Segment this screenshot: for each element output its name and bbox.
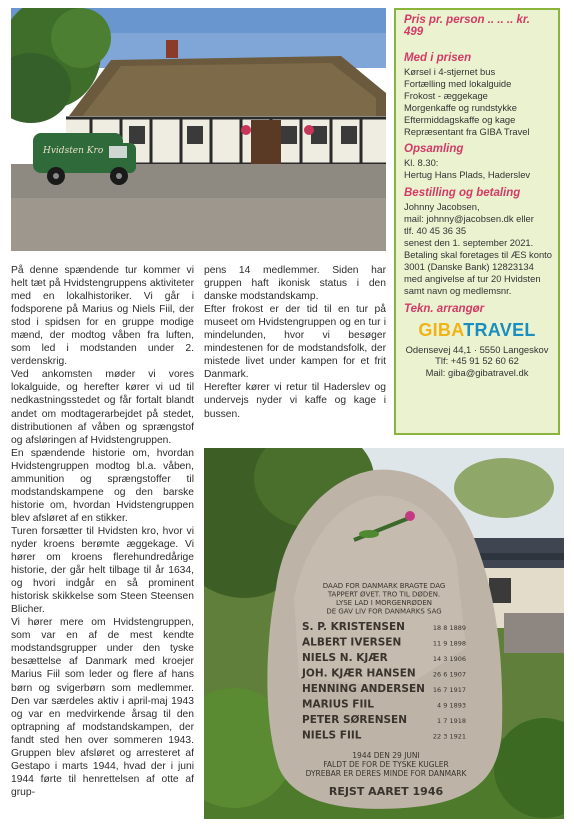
pickup-details	[404, 157, 550, 181]
booking-details	[404, 201, 550, 296]
booking-phone-line: tlf. 40 45 36 35	[404, 225, 467, 237]
booking-line: 3001 (Danske Bank) 12823134	[404, 260, 534, 272]
organizer-heading: Tekn. arrangør	[404, 302, 485, 315]
included-item: Repræsentant fra GIBA Travel	[404, 125, 530, 137]
article-paragraph: Efter frokost er der tid til en tur på museet om Hvidstengruppen og en tur i mindelunden, hvor vi besøger mindestenen for de modstandsfolk, der mistede livet under kampen for et frit Danmark.	[204, 304, 386, 381]
inscription-header-line: DAAD FOR DANMARK BRAGTE DAG	[322, 582, 446, 590]
inscription-date: 22 3 1921	[432, 732, 466, 741]
article-paragraph: Vi hører mere om Hvidstengruppen, som var en af de mest kendte modstandsgrupper under den tyske besættelse af Danmark med kroejer Marius Fiil som leder og flere af hans børn og svigerbørn som medlemmer. Den var særdeles aktiv i april-maj 1943 og var en medvirkende årsag til den optrapning af modstandskampen, der fandt sted hen over sommeren 1943. Gruppen blev afsløret og arresteret af Gestapo i marts 1944, hvad der i juni 1944 førte til henrettelsen af otte af grup-	[11, 617, 194, 798]
pickup-line: Hertug Hans Plads, Haderslev	[404, 169, 531, 181]
inn-photo	[11, 8, 386, 251]
booking-heading: Bestilling og betaling	[404, 187, 521, 200]
inscription-name: HENNING ANDERSEN	[302, 683, 425, 695]
giba-travel-logo	[404, 320, 550, 341]
organizer-contact	[404, 344, 550, 380]
article-paragraph: Herefter kører vi retur til Haderslev og undervejs nyder vi kaffe og kage i bussen.	[204, 382, 386, 420]
inscription-date: 4 9 1893	[437, 701, 466, 710]
included-item: Fortælling med lokalguide	[404, 77, 512, 89]
booking-line: Johnny Jacobsen,	[404, 201, 480, 213]
inscription-footer-line: DYREBAR ER DERES MINDE FOR DANMARK	[305, 769, 467, 778]
memorial-stone-photo	[204, 448, 564, 819]
inscription-header-line: TAPPERT ØVET. TRO TIL DØDEN.	[327, 590, 441, 599]
booking-line: med angivelse af tur 20 Hvidsten	[404, 272, 541, 284]
inscription-header-line: LYSE LAD I MORGENRØDEN	[335, 599, 433, 607]
article-paragraph: Ved ankomsten møder vi vores lokalguide, og herefter kører vi ud til nedkastningsstedet og får fortalt blandt andet om modtagerarbejdet på stedet, distributionen af våben og sprængstof og afsløringen af Hvidstengruppen.	[11, 369, 194, 446]
article-paragraph: pens 14 medlemmer. Siden har gruppen haft ikonisk status i den danske modstandskamp.	[204, 265, 386, 303]
logo-part-travel: TRAVEL	[463, 319, 536, 340]
booking-line: samt navn og medlemsnr.	[404, 284, 512, 296]
pickup-line: Kl. 8.30:	[404, 157, 439, 169]
inscription-date: 26 6 1907	[432, 670, 466, 679]
inscription-name: NIELS N. KJÆR	[302, 652, 388, 664]
inn-photo-drawing	[11, 8, 386, 251]
article-column-1	[11, 264, 194, 799]
article-paragraph: Turen forsætter til Hvidsten kro, hvor vi nyder kroens berømte æggekage. Vi hører om kroens flerehundredårige historie, der går helt tilbage til år 1634, og hvori indgår en så prominent historisk skikkelse som Steen Steensen Blicher.	[11, 525, 194, 616]
booking-line: senest den 1. september 2021.	[404, 236, 534, 248]
included-heading: Med i prisen	[404, 52, 472, 64]
inscription-name: MARIUS FIIL	[302, 698, 374, 711]
inscription-name: S. P. KRISTENSEN	[302, 621, 405, 633]
booking-email-line[interactable]: mail: johnny@jacobsen.dk eller	[404, 213, 534, 225]
organizer-address: Odensevej 44,1 · 5550 Langeskov	[405, 343, 549, 355]
trip-info-box	[394, 8, 560, 435]
included-list	[404, 66, 550, 137]
inscription-name: JOH. KJÆR HANSEN	[302, 667, 416, 680]
article-paragraph: På denne spændende tur kommer vi helt tæt på Hvidstengruppens aktiviteter med en lokalhistoriker. Vi går i fodsporene på Marius og Niels Fiil, der stod i spidsen for en gruppe modige mænd, der modtog våben fra luften, som led i modstanden under 2. verdenskrig.	[11, 265, 194, 368]
inscription-date: 1 7 1918	[437, 717, 466, 725]
included-item: Morgenkaffe og rundstykke	[404, 101, 517, 113]
inscription-header-line: DE GAV LIV FOR DANMARKS SAG	[326, 607, 442, 616]
inscription-name: PETER SØRENSEN	[302, 714, 407, 726]
inscription-name: NIELS FIIL	[302, 729, 362, 742]
memorial-stone-drawing	[204, 448, 564, 819]
inscription-date: 18 8 1889	[432, 624, 466, 632]
included-item: Frokost - æggekage	[404, 89, 488, 101]
article-column-2	[204, 264, 386, 421]
included-item: Eftermiddagskaffe og kage	[404, 113, 516, 125]
pickup-heading: Opsamling	[404, 143, 464, 156]
inscription-date: 14 3 1906	[432, 655, 466, 663]
inscription-date: 11 9 1898	[432, 639, 466, 648]
organizer-phone: Tlf: +45 91 52 60 62	[435, 355, 519, 367]
inscription-name: ALBERT IVERSEN	[302, 636, 402, 649]
van-sign-text: Hvidsten Kro	[43, 146, 104, 156]
included-item: Kørsel i 4-stjernet bus	[404, 66, 496, 77]
inscription-footer-line: FALDT DE FOR DE TYSKE KUGLER	[323, 760, 449, 769]
price-heading: Pris pr. person .. .. .. kr. 499	[404, 14, 530, 38]
inscription-date: 16 7 1917	[432, 686, 466, 694]
inscription-footer-line: 1944 DEN 29 JUNI	[352, 751, 420, 760]
inscription-raised-line: REJST AARET 1946	[328, 785, 444, 798]
booking-line: Betaling skal foretages til ÆS konto	[404, 248, 552, 260]
organizer-email[interactable]: Mail: giba@gibatravel.dk	[425, 367, 529, 379]
article-paragraph: En spændende historie om, hvordan Hvidstengruppen modtog bl.a. våben, ammunition og sprængstoffer til modstandskampene og den barske historie om, hvordan Hvidstengruppen blev afsløret af en stikker.	[11, 447, 194, 524]
logo-part-giba: GIBA	[418, 319, 464, 340]
